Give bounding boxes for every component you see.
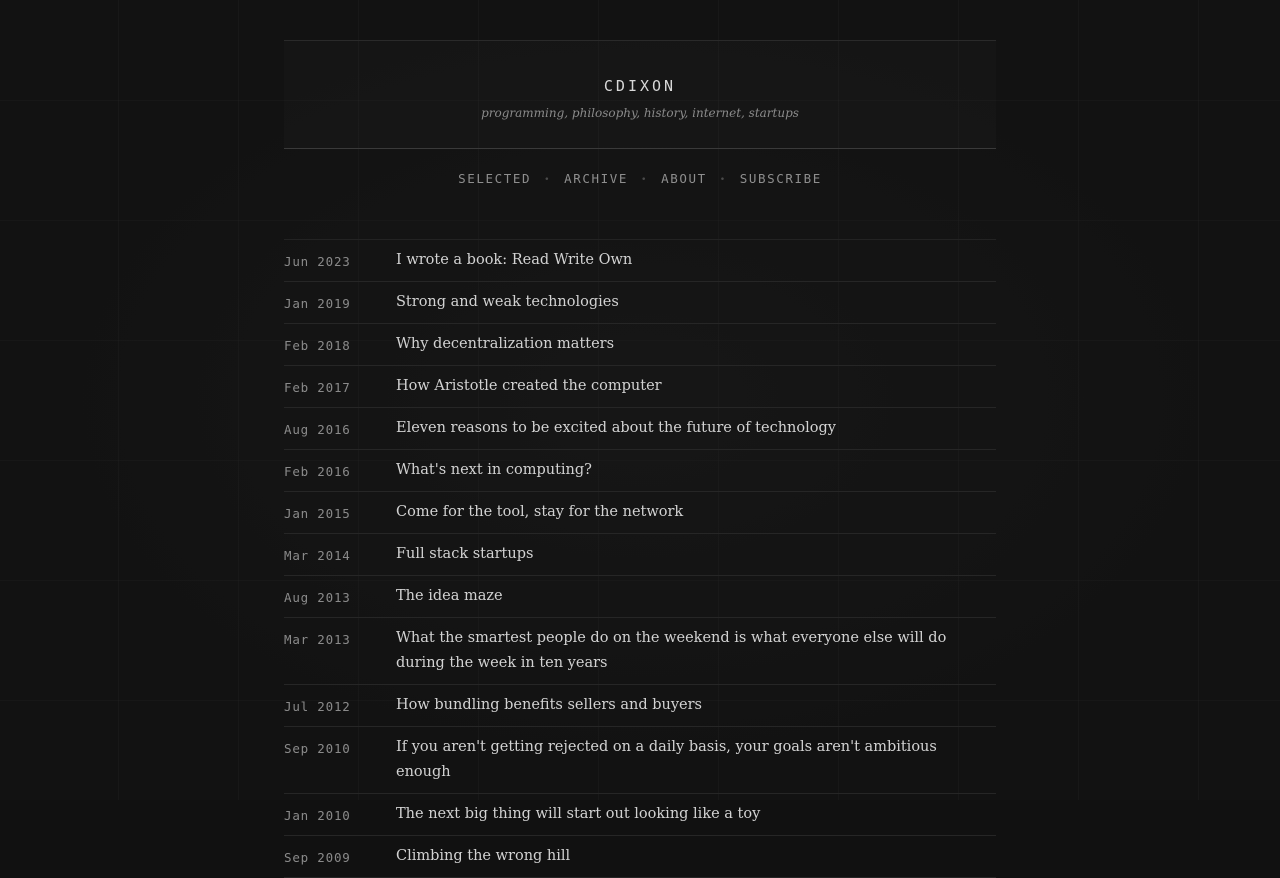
post-date: Jan 2010 [284,808,351,823]
main-nav [284,149,996,239]
nav-separator: • [544,175,552,185]
post-title-link[interactable]: If you aren't getting rejected on a daily basis, your goals aren't ambitious enough [396,739,937,780]
post-date: Mar 2014 [284,548,351,563]
post-title-link[interactable]: The next big thing will start out looking like a toy [396,806,761,822]
post-date: Jun 2023 [284,254,351,269]
site-header [284,40,996,149]
post-row [284,240,996,282]
post-date: Jan 2015 [284,506,351,521]
post-date: Feb 2018 [284,338,351,353]
nav-item-about[interactable]: ABOUT [661,171,707,186]
post-row [284,534,996,576]
site-title[interactable]: CDIXON [603,77,677,95]
post-row [284,618,996,685]
nav-item-archive[interactable]: ARCHIVE [564,171,629,186]
page-container [284,40,996,878]
nav-item-subscribe[interactable]: SUBSCRIBE [739,171,822,186]
post-title-link[interactable]: Come for the tool, stay for the network [396,504,684,520]
post-row [284,576,996,618]
post-title-link[interactable]: What's next in computing? [396,462,592,478]
post-title-link[interactable]: What the smartest people do on the weekend is what everyone else will do during the week in ten years [396,630,947,671]
post-row [284,492,996,534]
post-row [284,685,996,727]
post-list [284,239,996,878]
post-row [284,324,996,366]
post-title-link[interactable]: How bundling benefits sellers and buyers [396,697,702,713]
post-title-link[interactable]: Strong and weak technologies [396,294,619,310]
post-row [284,794,996,836]
post-title-link[interactable]: Eleven reasons to be excited about the future of technology [396,420,836,436]
post-title-link[interactable]: The idea maze [396,588,503,604]
nav-separator: • [641,175,649,185]
post-row [284,282,996,324]
post-date: Jul 2012 [284,699,351,714]
post-title-link[interactable]: Climbing the wrong hill [396,848,571,864]
nav-item-selected[interactable]: SELECTED [458,171,532,186]
post-date: Mar 2013 [284,632,351,647]
post-date: Jan 2019 [284,296,351,311]
tagline: programming, philosophy, history, internet, startups [481,106,799,120]
post-date: Sep 2009 [284,850,351,865]
post-date: Sep 2010 [284,741,351,756]
post-row [284,408,996,450]
post-row [284,366,996,408]
post-date: Feb 2017 [284,380,351,395]
post-title-link[interactable]: Full stack startups [396,546,534,562]
post-title-link[interactable]: I wrote a book: Read Write Own [396,252,633,268]
post-row [284,836,996,878]
post-date: Feb 2016 [284,464,351,479]
post-date: Aug 2013 [284,590,351,605]
post-row [284,727,996,794]
post-date: Aug 2016 [284,422,351,437]
post-row [284,450,996,492]
nav-separator: • [719,175,727,185]
post-title-link[interactable]: Why decentralization matters [396,336,615,352]
post-title-link[interactable]: How Aristotle created the computer [396,378,662,394]
